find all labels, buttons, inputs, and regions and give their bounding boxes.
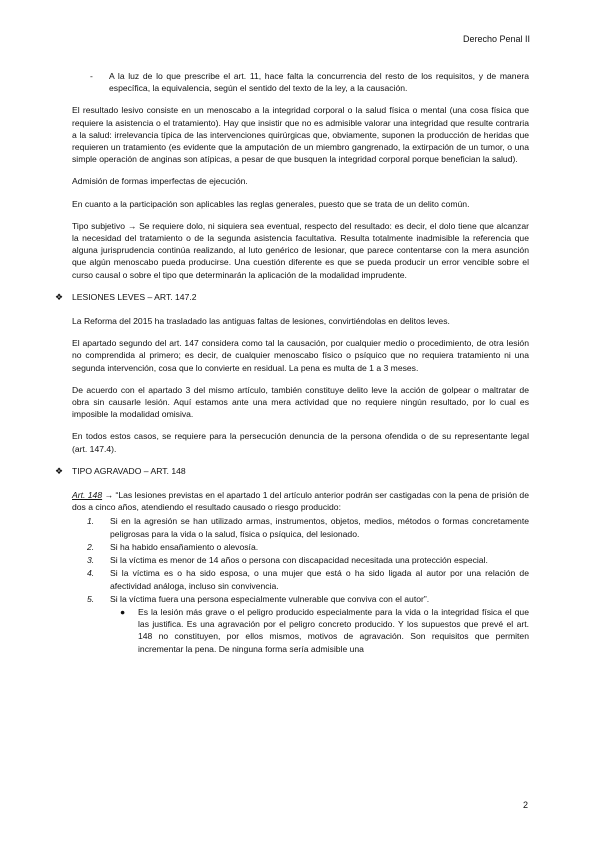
list-item-text: Si en la agresión se han utilizado armas, instrumentos, objetos, medios, métodos o formas concretamente peligrosas para la vida o la salud, física o psíquica, del lesionado.	[110, 516, 529, 539]
document-body	[55, 70, 529, 655]
list-item-text: Si ha habido ensañamiento o alevosía.	[110, 541, 259, 552]
list-number: 1.	[87, 516, 95, 527]
article-intro-text: → “Las lesiones previstas en el apartado 1 del artículo anterior podrán ser castigadas con la pena de prisión de dos a cinco años, atendiendo el resultado causado o riesgo producido:	[72, 490, 529, 513]
section-heading-lesiones-leves	[55, 291, 529, 303]
diamond-bullet-icon: ❖	[55, 465, 64, 476]
paragraph-denuncia: En todos estos casos, se requiere para la persecución denuncia de la persona ofendida o de su representante legal (art. 147.4).	[72, 431, 529, 454]
list-item	[72, 593, 529, 605]
list-number: 3.	[87, 555, 95, 566]
dash-marker: -	[90, 71, 93, 81]
paragraph-apartado-segundo: El apartado segundo del art. 147 considera como tal la causación, por cualquier medio o procedimiento, de otra lesión no comprendida al primero; es decir, de cualquier menoscabo físico o psíquico que no requiera tratamiento ni una segunda intervención, cosa que lo convierte en residual. La pena es multa de 1 a 3 meses.	[72, 338, 529, 373]
paragraph-resultado-lesivo: El resultado lesivo consiste en un menoscabo a la integridad corporal o la salud física o mental (una cosa física que requiere la asistencia o el tratamiento). Hay que insistir que no es admisible valorar una integridad que resulte contraria a la salud: irrelevancia típica de las intervenciones quirúrgicas que, obviamente, suponen la producción de heridas que requieren un tratamiento (es evidente que la amputación de un miembro gangrenado, la extirpación de un tumor, o una simple operación de anginas son atípicas, a pesar de que busquen la integridad corporal porque benefician la salud).	[72, 105, 529, 165]
paragraph-reforma-2015: La Reforma del 2015 ha trasladado las antiguas faltas de lesiones, convirtiéndolas en delitos leves.	[72, 316, 450, 327]
list-number: 2.	[87, 541, 95, 552]
list-item	[72, 515, 529, 539]
bullet-item	[72, 606, 529, 655]
dash-list-item	[72, 70, 529, 94]
list-item	[72, 541, 529, 553]
article-reference: Art. 148	[72, 490, 103, 501]
dash-item-text: A la luz de lo que prescribe el art. 11, hace falta la concurrencia del resto de los requisitos, y de manera específica, la equivalencia, según el sentido del texto de la ley, a la causación.	[109, 71, 529, 94]
list-item	[72, 567, 529, 591]
diamond-bullet-icon: ❖	[55, 291, 64, 302]
paragraph-participacion: En cuanto a la participación son aplicables las reglas generales, puesto que se trata de un delito común.	[72, 198, 470, 209]
page-number: 2	[522, 800, 528, 810]
list-item-text: Si la víctima fuera una persona especialmente vulnerable que conviva con el autor”.	[110, 593, 430, 604]
paragraph-apartado-tercero: De acuerdo con el apartado 3 del mismo artículo, también constituye delito leve la acción de golpear o maltratar de obra sin causarle lesión. Aquí estamos ante una mera actividad que no requiere ningún resultado, por lo cual es imposible la modalidad omisiva.	[72, 384, 529, 420]
bullet-dot-icon: ●	[120, 606, 126, 617]
list-number: 5.	[87, 593, 95, 604]
running-header: Derecho Penal II	[462, 34, 530, 44]
section-heading-tipo-agravado	[55, 465, 529, 477]
list-item	[72, 554, 529, 566]
section-title: LESIONES LEVES – ART. 147.2	[72, 291, 197, 302]
list-number: 4.	[87, 568, 95, 579]
list-item-text: Si la víctima es o ha sido esposa, o una mujer que está o ha sido ligada al autor por una relación de afectividad análoga, incluso sin convivencia.	[110, 568, 529, 591]
paragraph-formas-imperfectas: Admisión de formas imperfectas de ejecución.	[72, 176, 248, 187]
paragraph-tipo-subjetivo: Tipo subjetivo → Se requiere dolo, ni siquiera sea eventual, respecto del resultado: es decir, el dolo tiene que alcanzar la necesidad del tratamiento o de la segunda asistencia facultativa. Resulta totalmente inadmisible la referencia que alguna jurisprudencia continúa realizando, al luto genérico de lesionar, que parece contentarse con la mera asunción que algún menoscabo pueda producirse. Una cuestión diferente es que se pueda producir un error vencible sobre el curso causal o sobre el tipo que determinarán la aplicación de la modalidad imprudente.	[72, 220, 529, 280]
paragraph-art-148	[72, 489, 529, 513]
list-item-text: Si la víctima es menor de 14 años o persona con discapacidad necesitada una protección especial.	[110, 555, 488, 566]
numbered-list	[72, 515, 529, 604]
bullet-text: Es la lesión más grave o el peligro producido especialmente para la vida o la integridad física el que las justifica. Es una agravación por el peligro concreto producido. Y los supuestos que prevé el art. 148 no constituyen, por ellos mismos, motivos de agravación. Son requisitos que permiten incrementar la pena. De ninguna forma sería admisible una	[138, 606, 529, 654]
section-title: TIPO AGRAVADO – ART. 148	[72, 465, 186, 476]
